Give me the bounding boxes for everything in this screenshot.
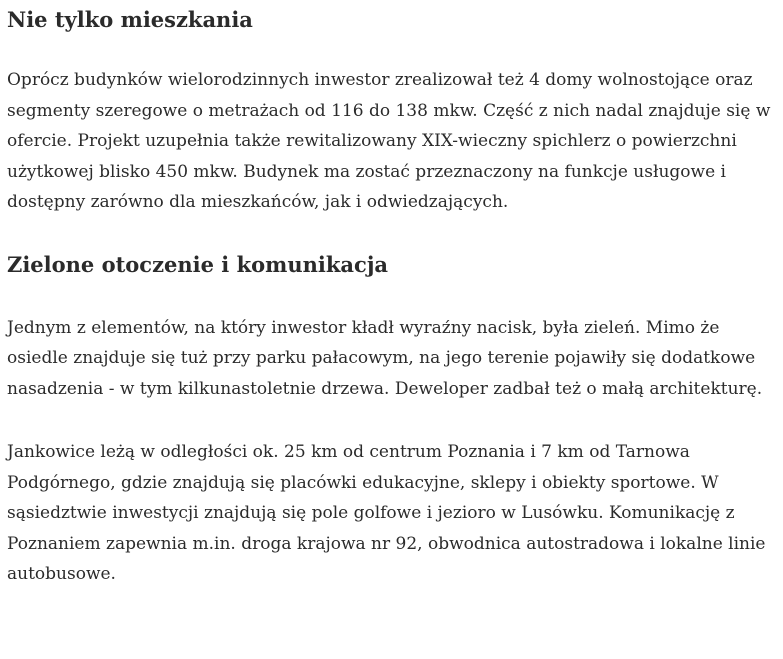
section-heading-not-only-apartments: Nie tylko mieszkania bbox=[7, 7, 253, 32]
paragraph-greenery: Jednym z elementów, na który inwestor kładł wyraźny nacisk, była zieleń. Mimo że osiedle znajduje się tuż przy parku pałacowym, na jego terenie pojawiły się dodatkowe nasadzenia - w tym kilkunastoletnie drzewa. Deweloper zadbał też o małą architekturę. bbox=[7, 317, 763, 399]
paragraph-location-transport: Jankowice leżą w odległości ok. 25 km od centrum Poznania i 7 km od Tarnowa Podgórnego, gdzie znajdują się placówki edukacyjne, sklepy i obiekty sportowe. W sąsiedztwie inwestycji znajdują się pole golfowe i jezioro w Lusówku. Komunikację z Poznaniem zapewnia m.in. droga krajowa nr 92, obwodnica autostradowa i lokalne linie autobusowe. bbox=[7, 442, 766, 584]
paragraph-houses-and-granary: Oprócz budynków wielorodzinnych inwestor zrealizował też 4 domy wolnostojące oraz segmenty szeregowe o metrażach od 116 do 138 mkw. Część z nich nadal znajduje się w ofercie. Projekt uzupełnia także rewitalizowany XIX-wieczny spichlerz o powierzchni użytkowej blisko 450 mkw. Budynek ma zostać przeznaczony na funkcje usługowe i dostępny zarówno dla mieszkańców, jak i odwiedzających. bbox=[7, 70, 771, 212]
section-heading-green-surroundings: Zielone otoczenie i komunikacja bbox=[7, 251, 389, 277]
